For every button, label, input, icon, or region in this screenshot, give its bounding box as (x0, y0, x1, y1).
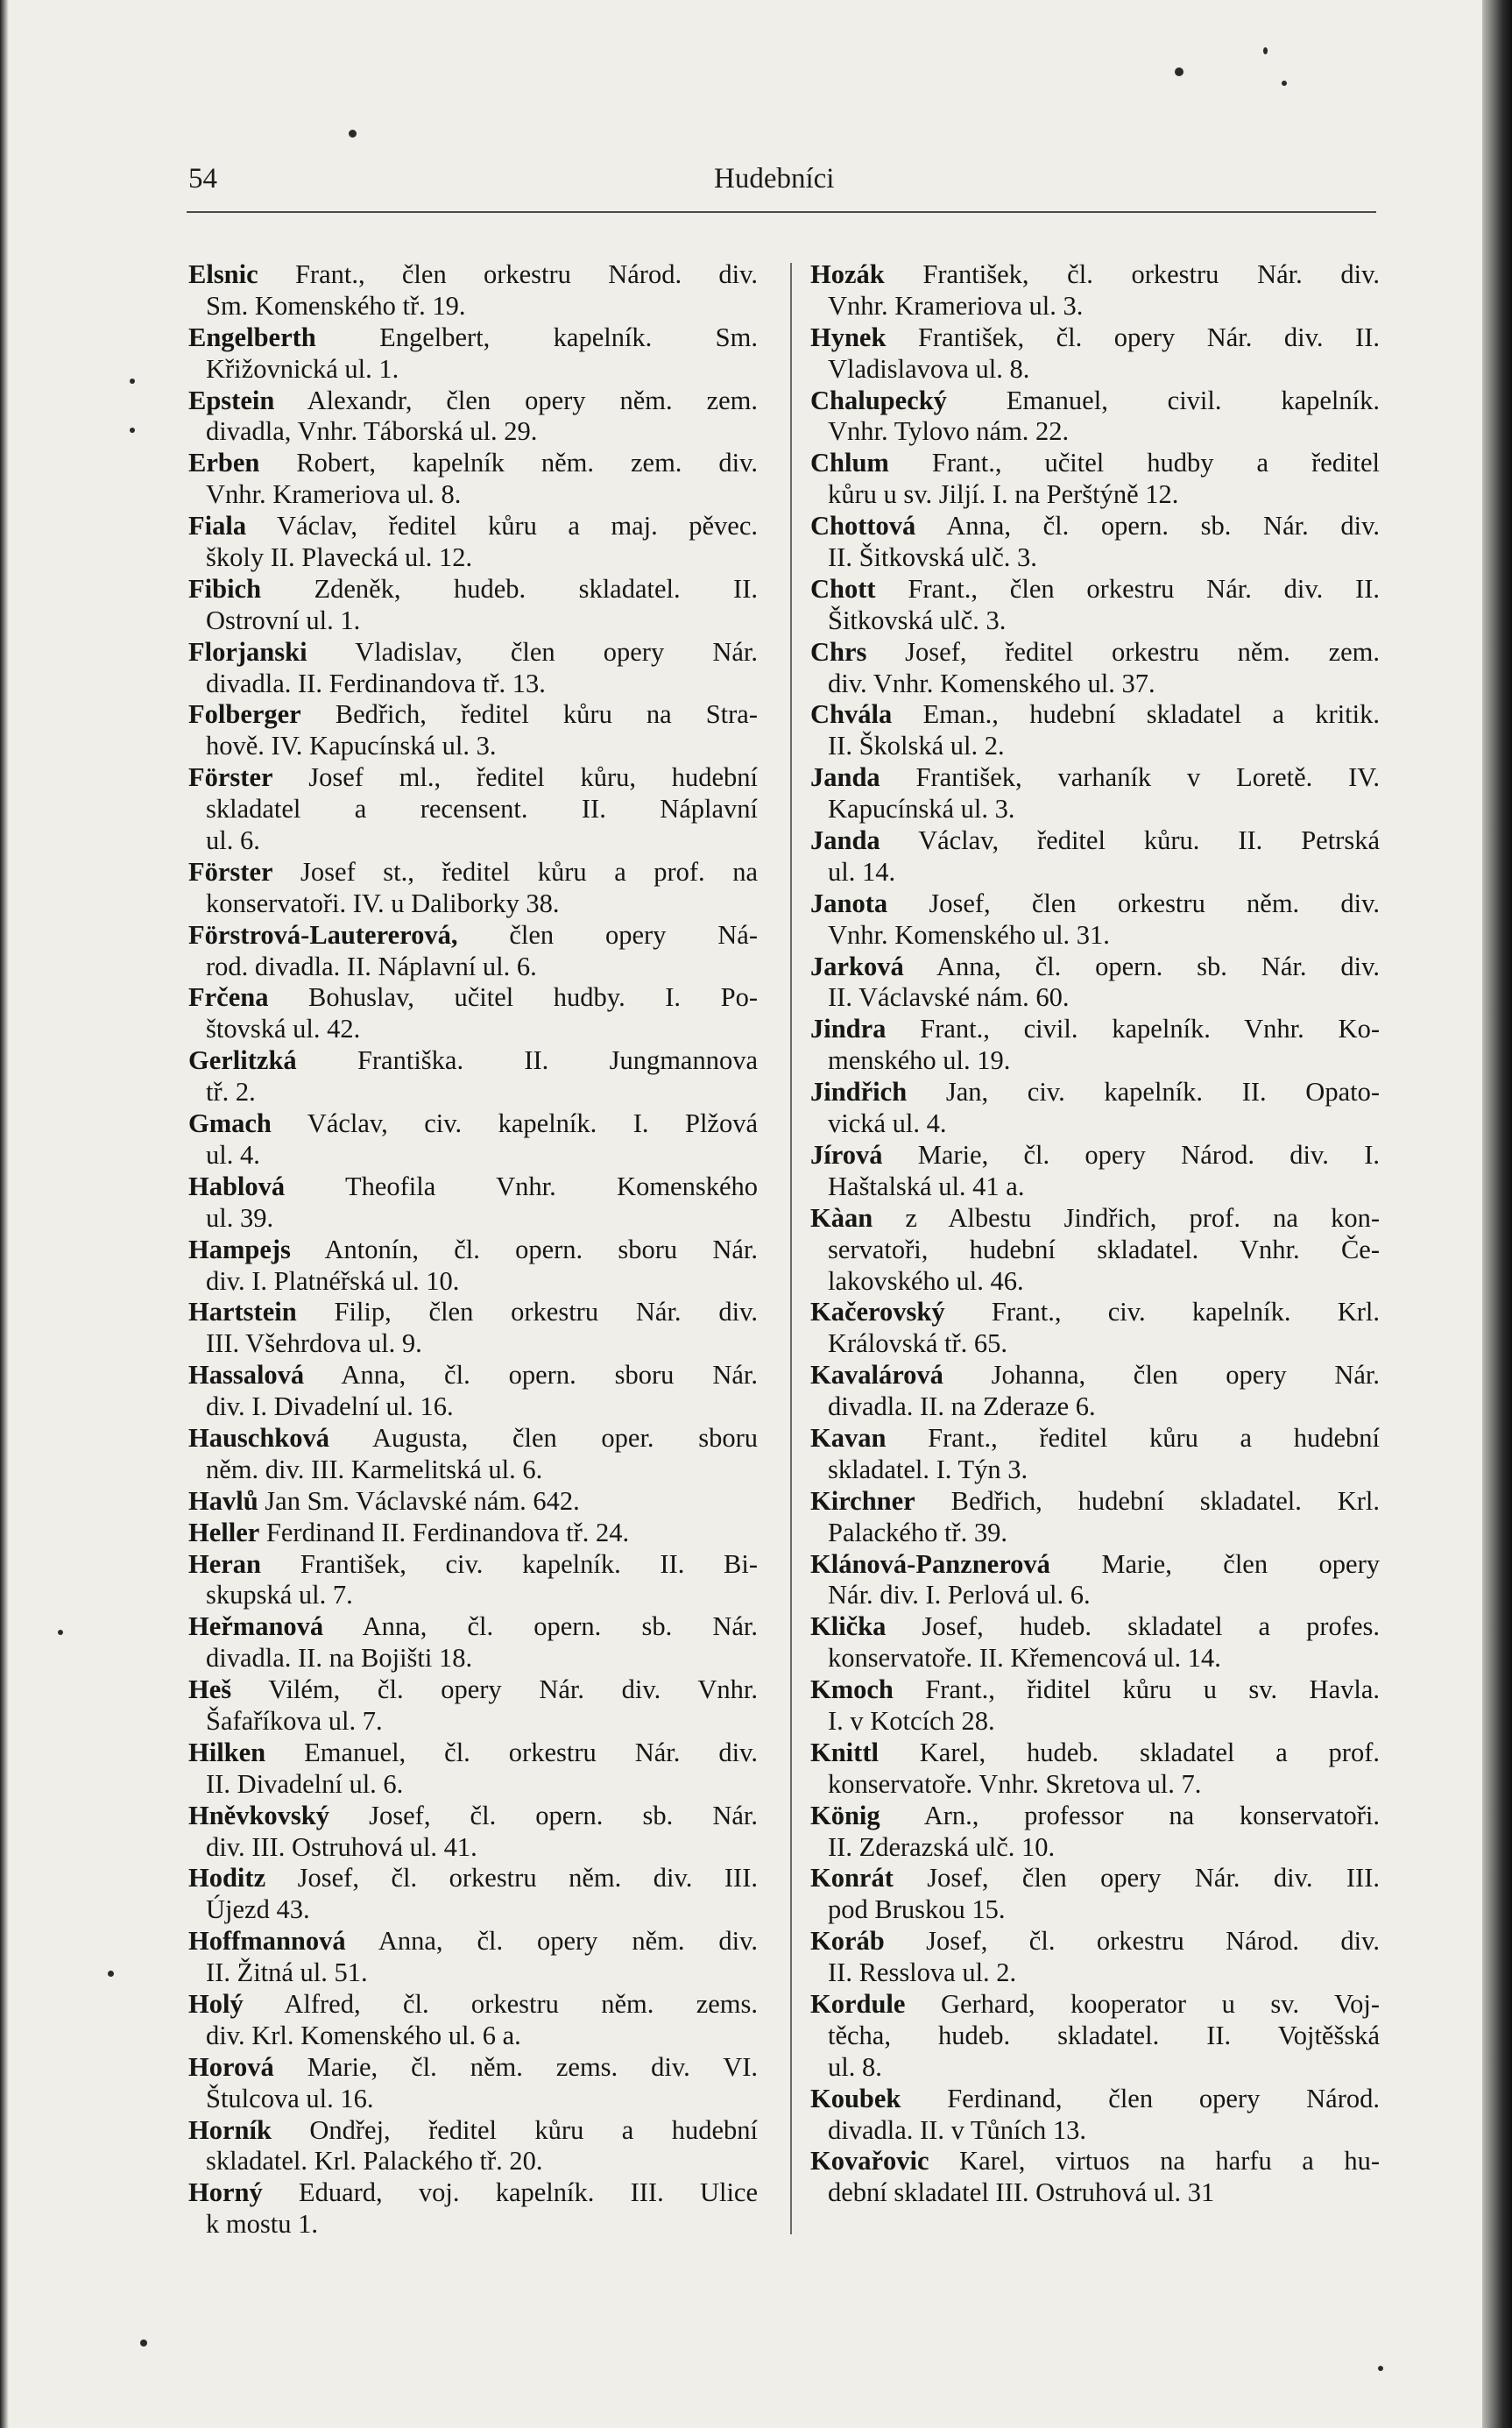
directory-entry (810, 574, 1380, 637)
entry-heading-line: Chvála Eman., hudební skladatel a kritik. (810, 699, 1380, 730)
entry-heading-line: Förster Josef st., ředitel kůru a prof. na (188, 856, 758, 887)
directory-entry (188, 982, 758, 1045)
print-speck (1378, 2366, 1383, 2371)
entry-heading-line: Jindřich Jan, civ. kapelník. II. Opato- (810, 1077, 1380, 1108)
entry-continuation-line: Královská tř. 65. (828, 1328, 1007, 1359)
directory-entry (810, 1014, 1380, 1077)
entry-continuation-line: II. Divadelní ul. 6. (206, 1768, 404, 1799)
directory-entry (188, 1989, 758, 2052)
directory-entry (810, 1926, 1380, 1989)
entry-continuation-line: III. Všehrdova ul. 9. (206, 1328, 422, 1359)
entry-continuation-line: těcha, hudeb. skladatel. II. Vojtěšská (828, 2020, 1380, 2050)
entry-heading-line: Holý Alfred, čl. orkestru něm. zems. (188, 1988, 758, 2019)
entry-heading-line: Gmach Václav, civ. kapelník. I. Plžová (188, 1108, 758, 1139)
entry-heading-line: Chlum Frant., učitel hudby a ředitel (810, 448, 1380, 478)
directory-entry (188, 1738, 758, 1801)
left-column (188, 259, 758, 2240)
entry-heading-line: Hartstein Filip, člen orkestru Nár. div. (188, 1297, 758, 1327)
entry-continuation-line: I. v Kotcích 28. (828, 1705, 995, 1736)
directory-entry (188, 1360, 758, 1423)
entry-continuation-line: ul. 8. (828, 2051, 882, 2082)
entry-heading-line: Heran František, civ. kapelník. II. Bi- (188, 1548, 758, 1579)
directory-entry (188, 637, 758, 700)
entry-continuation-line: II. Václavské nám. 60. (828, 982, 1070, 1013)
entry-continuation-line: II. Žitná ul. 51. (206, 1957, 368, 1988)
directory-entry (810, 2146, 1380, 2209)
directory-entry (810, 699, 1380, 762)
entry-heading-line: Heřmanová Anna, čl. opern. sb. Nár. (188, 1611, 758, 1642)
entry-heading-line: Förster Josef ml., ředitel kůru, hudební (188, 762, 758, 793)
directory-entry (810, 1738, 1380, 1801)
entry-continuation-line: Šafaříkova ul. 7. (206, 1705, 383, 1736)
entry-heading-line: Konrát Josef, člen opery Nár. div. III. (810, 1863, 1380, 1894)
page-left-edge-shadow (0, 0, 9, 2428)
directory-entry (188, 1423, 758, 1486)
entry-continuation-line: divadla, Vnhr. Táborská ul. 29. (206, 416, 538, 447)
entry-continuation-line: školy II. Plavecká ul. 12. (206, 542, 473, 573)
entry-continuation-line: II. Zderazská ulč. 10. (828, 1831, 1056, 1862)
entry-heading-line: Chrs Josef, ředitel orkestru něm. zem. (810, 636, 1380, 667)
entry-continuation-line: div. Krl. Komenského ul. 6 a. (206, 2020, 521, 2050)
print-speck (130, 428, 135, 433)
print-speck (140, 2340, 147, 2347)
entry-heading-line: Erben Robert, kapelník něm. zem. div. (188, 448, 758, 478)
entry-continuation-line: servatoři, hudební skladatel. Vnhr. Če- (828, 1234, 1380, 1264)
running-title: Hudebníci (714, 163, 835, 195)
print-speck (130, 379, 135, 384)
entry-heading-line: Kordule Gerhard, kooperator u sv. Voj- (810, 1988, 1380, 2019)
entry-continuation-line: div. III. Ostruhová ul. 41. (206, 1831, 477, 1862)
entry-continuation-line: skladatel a recensent. II. Náplavní (206, 794, 758, 825)
entry-heading-line: Gerlitzká Františka. II. Jungmannova (188, 1045, 758, 1076)
entry-continuation-line: štovská ul. 42. (206, 1014, 361, 1044)
entry-continuation-line: lakovského ul. 46. (828, 1265, 1024, 1296)
directory-entry (188, 574, 758, 637)
entry-heading-line: Hoditz Josef, čl. orkestru něm. div. III. (188, 1863, 758, 1894)
entry-continuation-line: Haštalská ul. 41 a. (828, 1171, 1025, 1201)
entry-heading-line: Chottová Anna, čl. opern. sb. Nár. div. (810, 511, 1380, 542)
entry-continuation-line: Sm. Komenského tř. 19. (206, 290, 466, 321)
page-number: 54 (188, 163, 217, 195)
entry-heading-line: Jírová Marie, čl. opery Národ. div. I. (810, 1139, 1380, 1170)
entry-heading-line: Koráb Josef, čl. orkestru Národ. div. (810, 1926, 1380, 1957)
directory-entry (810, 322, 1380, 386)
directory-entry (810, 762, 1380, 825)
directory-entry (188, 448, 758, 511)
directory-entry (188, 2115, 758, 2178)
entry-continuation-line: Vnhr. Komenského ul. 31. (828, 919, 1110, 950)
directory-entry (810, 259, 1380, 322)
entry-heading-line: Kavan Frant., ředitel kůru a hudební (810, 1422, 1380, 1453)
entry-continuation-line: ul. 39. (206, 1202, 274, 1233)
directory-entry (188, 1235, 758, 1298)
entry-heading-line: Jindra Frant., civil. kapelník. Vnhr. Ko- (810, 1014, 1380, 1044)
directory-entry (188, 857, 758, 920)
directory-entry (810, 637, 1380, 700)
directory-entry (188, 1297, 758, 1360)
entry-continuation-line: Vnhr. Krameriova ul. 3. (828, 290, 1084, 321)
directory-entry (810, 1140, 1380, 1203)
entry-heading-line: Heller Ferdinand II. Ferdinandova tř. 24. (188, 1517, 630, 1547)
directory-entry (810, 1611, 1380, 1674)
entry-heading-line: Janda František, varhaník v Loretě. IV. (810, 762, 1380, 793)
directory-entry (188, 1863, 758, 1926)
directory-entry (810, 1486, 1380, 1549)
entry-heading-line: Jarková Anna, čl. opern. sb. Nár. div. (810, 951, 1380, 981)
entry-continuation-line: Vnhr. Tylovo nám. 22. (828, 416, 1070, 447)
print-speck (1175, 67, 1183, 76)
header-rule (187, 211, 1376, 213)
entry-heading-line: Florjanski Vladislav, člen opery Nár. (188, 636, 758, 667)
entry-continuation-line: skladatel. I. Týn 3. (828, 1454, 1028, 1484)
entry-heading-line: Fiala Václav, ředitel kůru a maj. pěvec. (188, 511, 758, 542)
entry-heading-line: Horný Eduard, voj. kapelník. III. Ulice (188, 2177, 758, 2208)
column-divider (790, 263, 792, 2234)
directory-entry (188, 2052, 758, 2115)
entry-continuation-line: II. Šitkovská ulč. 3. (828, 542, 1037, 573)
directory-entry (188, 259, 758, 322)
entry-heading-line: Folberger Bedřich, ředitel kůru na Stra- (188, 699, 758, 730)
entry-heading-line: Kàan z Albestu Jindřich, prof. na kon- (810, 1202, 1380, 1233)
print-speck (108, 1971, 114, 1977)
entry-continuation-line: Šitkovská ulč. 3. (828, 605, 1007, 635)
entry-heading-line: Janota Josef, člen orkestru něm. div. (810, 888, 1380, 918)
entry-continuation-line: rod. divadla. II. Náplavní ul. 6. (206, 951, 537, 981)
directory-entry (188, 1486, 758, 1518)
entry-continuation-line: ul. 6. (206, 825, 260, 856)
directory-entry (188, 1674, 758, 1738)
directory-entry (188, 1518, 758, 1549)
entry-heading-line: Heš Vilém, čl. opery Nár. div. Vnhr. (188, 1674, 758, 1705)
entry-continuation-line: pod Bruskou 15. (828, 1894, 1006, 1925)
entry-heading-line: Horník Ondřej, ředitel kůru a hudební (188, 2114, 758, 2145)
directory-entry (810, 1801, 1380, 1864)
entry-continuation-line: vická ul. 4. (828, 1108, 947, 1139)
directory-entry (810, 448, 1380, 511)
page-right-edge-shadow (1482, 0, 1512, 2428)
entry-continuation-line: Křižovnická ul. 1. (206, 353, 399, 384)
print-speck (58, 1630, 63, 1635)
entry-heading-line: Knittl Karel, hudeb. skladatel a prof. (810, 1737, 1380, 1767)
entry-heading-line: Kirchner Bedřich, hudební skladatel. Krl. (810, 1485, 1380, 1516)
entry-continuation-line: II. Resslova ul. 2. (828, 1957, 1017, 1988)
entry-continuation-line: k mostu 1. (206, 2209, 318, 2240)
entry-heading-line: Kačerovský Frant., civ. kapelník. Krl. (810, 1297, 1380, 1327)
entry-continuation-line: div. I. Platnéřská ul. 10. (206, 1265, 460, 1296)
directory-entry (810, 1549, 1380, 1612)
entry-heading-line: Hilken Emanuel, čl. orkestru Nár. div. (188, 1737, 758, 1767)
entry-continuation-line: kůru u sv. Jiljí. I. na Perštýně 12. (828, 479, 1179, 510)
directory-entry (810, 511, 1380, 574)
entry-heading-line: Chott Frant., člen orkestru Nár. div. II. (810, 573, 1380, 604)
entry-heading-line: Hablová Theofila Vnhr. Komenského (188, 1171, 758, 1201)
directory-entry (188, 762, 758, 857)
directory-entry (810, 1297, 1380, 1360)
directory-entry (810, 888, 1380, 952)
entry-continuation-line: konservatoře. Vnhr. Skretova ul. 7. (828, 1768, 1202, 1799)
entry-continuation-line: skladatel. Krl. Palackého tř. 20. (206, 2146, 543, 2177)
directory-entry (188, 322, 758, 386)
entry-continuation-line: Vladislavova ul. 8. (828, 353, 1030, 384)
entry-continuation-line: hově. IV. Kapucínská ul. 3. (206, 731, 497, 761)
directory-entry (188, 1108, 758, 1172)
print-speck (1263, 47, 1268, 54)
entry-heading-line: Horová Marie, čl. něm. zems. div. VI. (188, 2051, 758, 2082)
entry-heading-line: Chalupecký Emanuel, civil. kapelník. (810, 385, 1380, 415)
entry-continuation-line: Vnhr. Krameriova ul. 8. (206, 479, 462, 510)
entry-continuation-line: menského ul. 19. (828, 1045, 1011, 1076)
entry-continuation-line: II. Školská ul. 2. (828, 731, 1005, 761)
entry-continuation-line: něm. div. III. Karmelitská ul. 6. (206, 1454, 543, 1484)
entry-continuation-line: div. Vnhr. Komenského ul. 37. (828, 668, 1155, 698)
directory-entry (188, 1926, 758, 1989)
entry-heading-line: Fibich Zdeněk, hudeb. skladatel. II. (188, 573, 758, 604)
entry-heading-line: Koubek Ferdinand, člen opery Národ. (810, 2083, 1380, 2113)
directory-entry (188, 1172, 758, 1235)
entry-heading-line: Kavalárová Johanna, člen opery Nár. (810, 1360, 1380, 1391)
entry-heading-line: Hoffmannová Anna, čl. opery něm. div. (188, 1926, 758, 1957)
entry-heading-line: Kmoch Frant., řiditel kůru u sv. Havla. (810, 1674, 1380, 1705)
directory-entry (188, 699, 758, 762)
directory-entry (810, 1863, 1380, 1926)
entry-continuation-line: tř. 2. (206, 1077, 256, 1108)
entry-heading-line: Havlů Jan Sm. Václavské nám. 642. (188, 1485, 580, 1516)
directory-entry (810, 952, 1380, 1015)
entry-continuation-line: Újezd 43. (206, 1894, 310, 1925)
entry-heading-line: Hněvkovský Josef, čl. opern. sb. Nár. (188, 1800, 758, 1830)
directory-entry (188, 1801, 758, 1864)
entry-continuation-line: ul. 14. (828, 856, 896, 887)
entry-heading-line: Klánová-Panznerová Marie, člen opery (810, 1548, 1380, 1579)
entry-heading-line: Hynek František, čl. opery Nár. div. II. (810, 322, 1380, 352)
entry-continuation-line: divadla. II. v Tůních 13. (828, 2114, 1087, 2145)
directory-entry (810, 1360, 1380, 1423)
entry-heading-line: Klička Josef, hudeb. skladatel a profes. (810, 1611, 1380, 1642)
directory-entry (188, 920, 758, 983)
entry-heading-line: Hassalová Anna, čl. opern. sboru Nár. (188, 1360, 758, 1391)
entry-heading-line: Frčena Bohuslav, učitel hudby. I. Po- (188, 982, 758, 1013)
directory-entry (810, 1077, 1380, 1140)
entry-heading-line: Hozák František, čl. orkestru Nár. div. (810, 259, 1380, 289)
directory-entry (810, 1423, 1380, 1486)
directory-entry (188, 386, 758, 449)
entry-continuation-line: konservatoře. II. Křemencová ul. 14. (828, 1643, 1221, 1674)
entry-continuation-line: dební skladatel III. Ostruhová ul. 31 (828, 2177, 1215, 2208)
directory-entry (810, 2084, 1380, 2147)
entry-heading-line: Engelberth Engelbert, kapelník. Sm. (188, 322, 758, 352)
directory-entry (810, 386, 1380, 449)
entry-continuation-line: div. I. Divadelní ul. 16. (206, 1391, 454, 1422)
entry-continuation-line: skupská ul. 7. (206, 1580, 353, 1610)
entry-continuation-line: Štulcova ul. 16. (206, 2083, 374, 2113)
entry-continuation-line: Kapucínská ul. 3. (828, 794, 1015, 825)
entry-heading-line: Hauschková Augusta, člen oper. sboru (188, 1422, 758, 1453)
directory-entry (810, 1674, 1380, 1738)
entry-continuation-line: Palackého tř. 39. (828, 1517, 1007, 1547)
entry-heading-line: Kovařovic Karel, virtuos na harfu a hu- (810, 2146, 1380, 2177)
entry-heading-line: Janda Václav, ředitel kůru. II. Petrská (810, 825, 1380, 856)
directory-entry (188, 2177, 758, 2240)
entry-heading-line: Förstrová-Lautererová, člen opery Ná- (188, 919, 758, 950)
directory-entry (188, 511, 758, 574)
entry-continuation-line: divadla. II. Ferdinandova tř. 13. (206, 668, 546, 698)
directory-entry (188, 1611, 758, 1674)
entry-heading-line: König Arn., professor na konservatoři. (810, 1800, 1380, 1830)
page-header (188, 163, 1375, 207)
print-speck (1282, 81, 1287, 86)
entry-heading-line: Elsnic Frant., člen orkestru Národ. div. (188, 259, 758, 289)
directory-entry (810, 1203, 1380, 1298)
entry-continuation-line: Nár. div. I. Perlová ul. 6. (828, 1580, 1091, 1610)
directory-entry (810, 1989, 1380, 2084)
right-column (810, 259, 1380, 2209)
entry-continuation-line: divadla. II. na Bojišti 18. (206, 1643, 473, 1674)
entry-continuation-line: ul. 4. (206, 1139, 260, 1170)
entry-continuation-line: Ostrovní ul. 1. (206, 605, 361, 635)
print-speck (349, 130, 357, 138)
entry-heading-line: Epstein Alexandr, člen opery něm. zem. (188, 385, 758, 415)
entry-continuation-line: divadla. II. na Zderaze 6. (828, 1391, 1096, 1422)
entry-heading-line: Hampejs Antonín, čl. opern. sboru Nár. (188, 1234, 758, 1264)
directory-entry (188, 1549, 758, 1612)
entry-continuation-line: konservatoři. IV. u Daliborky 38. (206, 888, 560, 918)
directory-entry (188, 1045, 758, 1108)
directory-entry (810, 825, 1380, 888)
